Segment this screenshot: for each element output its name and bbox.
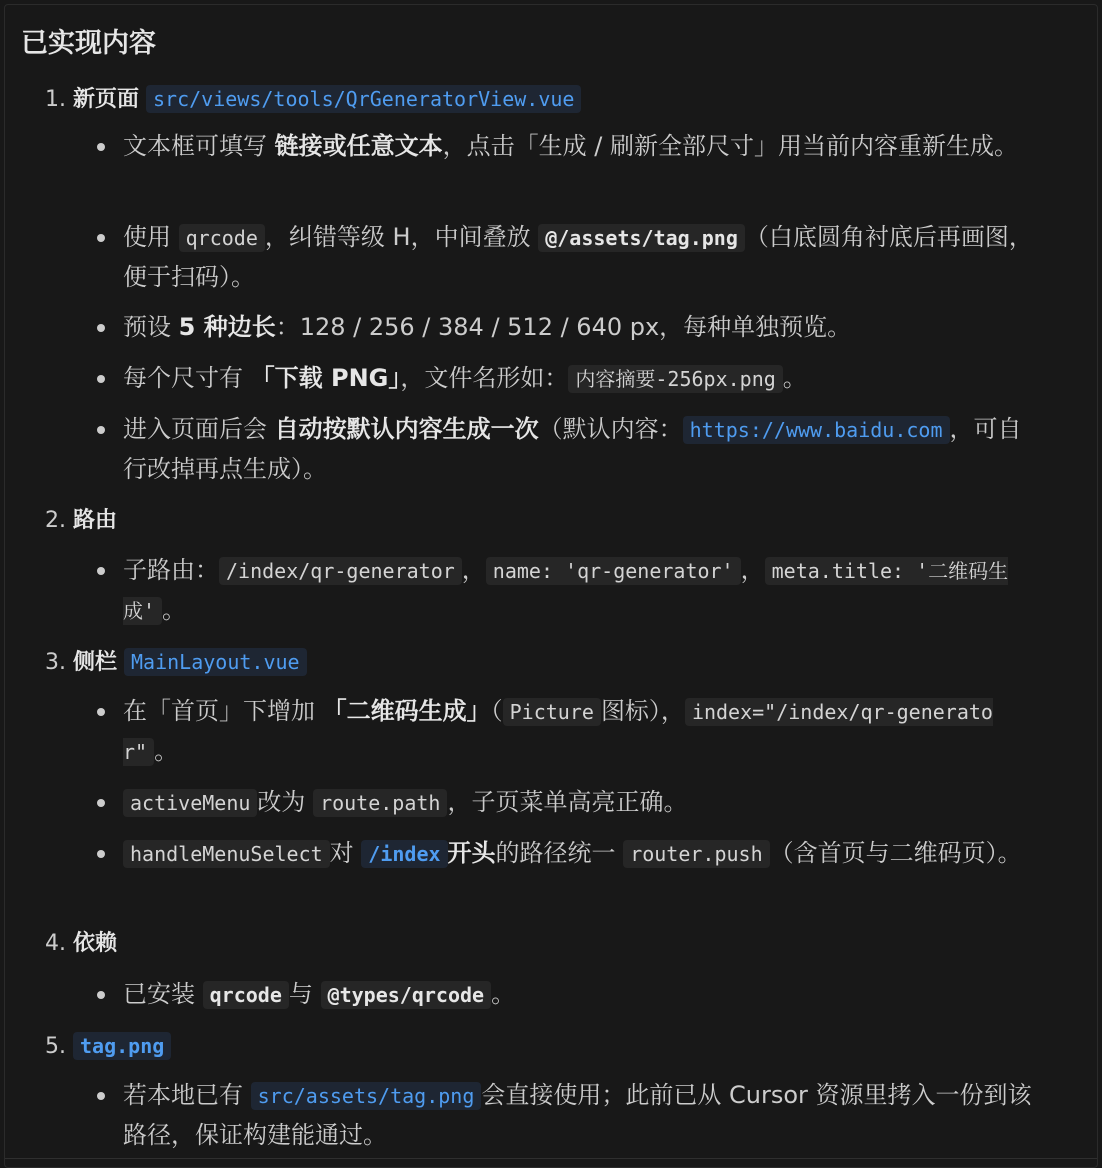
bullet-download [97, 359, 1042, 399]
item-number: 2. [45, 508, 66, 533]
inline-code: qrcode [203, 981, 289, 1009]
inline-code: meta.title: '二维码生成' [123, 559, 1009, 623]
default-url-link[interactable]: https://www.baidu.com [683, 416, 950, 444]
bullet-dot [97, 234, 105, 242]
bullet-local-tag [97, 1076, 1042, 1155]
text: ，点击「生成 / 刷新全部尺寸」用当前内容重新生成。 [442, 132, 1018, 160]
text: 。 [162, 596, 187, 624]
bullet-handle-menu-select [97, 834, 1042, 874]
bold-text: 自动按默认内容生成一次 [274, 415, 539, 443]
file-link-qr-generator-view[interactable]: src/views/tools/QrGeneratorView.vue [146, 85, 581, 113]
bullet-presets [97, 308, 1042, 347]
bold-text: 「二维码生成」 [322, 697, 491, 725]
inline-code: name: 'qr-generator' [486, 557, 741, 585]
bullet-dot [97, 567, 105, 575]
inline-code: router.push [623, 840, 769, 868]
bold-text: 5 种边长 [178, 313, 276, 341]
inline-code: @/assets/tag.png [538, 224, 745, 252]
bullet-dot [97, 708, 105, 716]
bullet-dot [97, 799, 105, 807]
text: 。 [491, 980, 516, 1008]
list-item-tag-png [45, 1031, 171, 1062]
chat-response-panel [4, 4, 1098, 1168]
inline-code: 内容摘要-256px.png [568, 365, 782, 393]
text: 使用 [123, 223, 179, 251]
file-link-assets-tag[interactable]: src/assets/tag.png [251, 1082, 482, 1110]
text: ，可自行改掉再点生成）。 [123, 415, 1022, 483]
text: 与 [288, 980, 321, 1008]
section-heading: 已实现内容 [21, 28, 156, 59]
bullet-add-menu [97, 692, 1042, 772]
inline-code: Picture [503, 698, 601, 726]
text: 进入页面后会 [123, 415, 275, 443]
bullet-dot [97, 850, 105, 858]
text: 预设 [123, 313, 179, 341]
list-item-dependencies [45, 929, 117, 959]
text: 。 [154, 737, 179, 765]
list-item-route [45, 506, 117, 536]
text: （ [490, 697, 503, 725]
text: 图标）， [600, 697, 685, 725]
item-title: 新页面 [73, 87, 140, 112]
inline-code: handleMenuSelect [123, 840, 330, 868]
inline-code: index="/index/qr-generator" [123, 700, 993, 764]
bullet-subroute [97, 551, 1042, 631]
bold-text: 链接或任意文本 [274, 132, 443, 160]
text: 在「首页」下增加 [123, 697, 323, 725]
bold-text: 开头 [447, 839, 496, 867]
bullet-dot [97, 991, 105, 999]
bullet-dot [97, 324, 105, 332]
text: 。 [782, 364, 807, 392]
text: 文本框可填写 [123, 132, 275, 160]
bullet-installed [97, 975, 1042, 1015]
file-link-main-layout[interactable]: MainLayout.vue [124, 648, 307, 676]
text: ，子页菜单高亮正确。 [447, 788, 688, 816]
bold-text: 「下载 PNG」 [250, 364, 401, 392]
bullet-dot [97, 375, 105, 383]
file-link-tag-png[interactable]: tag.png [73, 1032, 171, 1060]
item-title: 侧栏 [73, 650, 118, 675]
bullet-dot [97, 143, 105, 151]
text: （含首页与二维码页）。 [769, 839, 1022, 867]
text: 对 [329, 839, 362, 867]
list-item-sidebar [45, 647, 307, 678]
text: ，纠错等级 H，中间叠放 [264, 223, 539, 251]
text: 改为 [257, 788, 314, 816]
text: ， [461, 556, 486, 584]
item-number: 3. [45, 650, 66, 675]
inline-code: qrcode [179, 224, 265, 252]
text: ：128 / 256 / 384 / 512 / 640 px，每种单独预览。 [275, 313, 852, 341]
text: （默认内容： [538, 415, 683, 443]
text: ，文件名形如： [400, 364, 569, 392]
item-title: 路由 [73, 508, 118, 533]
bullet-active-menu [97, 783, 1042, 823]
text: 每个尺寸有 [123, 364, 251, 392]
text: 子路由： [123, 556, 219, 584]
inline-code: /index/qr-generator [219, 557, 462, 585]
text: 已安装 [123, 980, 203, 1008]
bullet-qrcode-usage [97, 218, 1042, 297]
text: 的路径统一 [495, 839, 624, 867]
item-number: 1. [45, 87, 66, 112]
inline-code: @types/qrcode [321, 981, 492, 1009]
list-item-new-page [45, 84, 581, 115]
bullet-dot [97, 1092, 105, 1100]
bullet-auto-generate [97, 410, 1042, 489]
bullet-textbox [97, 127, 1042, 166]
item-title: 依赖 [73, 931, 118, 956]
item-number: 5. [45, 1034, 66, 1059]
text: （白底圆角衬底后再画图，便于扫码）。 [123, 223, 1033, 291]
inline-code: activeMenu [123, 789, 257, 817]
bottom-divider [5, 1158, 1097, 1167]
index-link[interactable]: /index [361, 840, 447, 868]
item-number: 4. [45, 931, 66, 956]
text: 若本地已有 [123, 1081, 251, 1109]
bullet-dot [97, 426, 105, 434]
text: ， [740, 556, 765, 584]
inline-code: route.path [313, 789, 447, 817]
text: 会直接使用；此前已从 Cursor 资源里拷入一份到该路径，保证构建能通过。 [123, 1081, 1032, 1149]
